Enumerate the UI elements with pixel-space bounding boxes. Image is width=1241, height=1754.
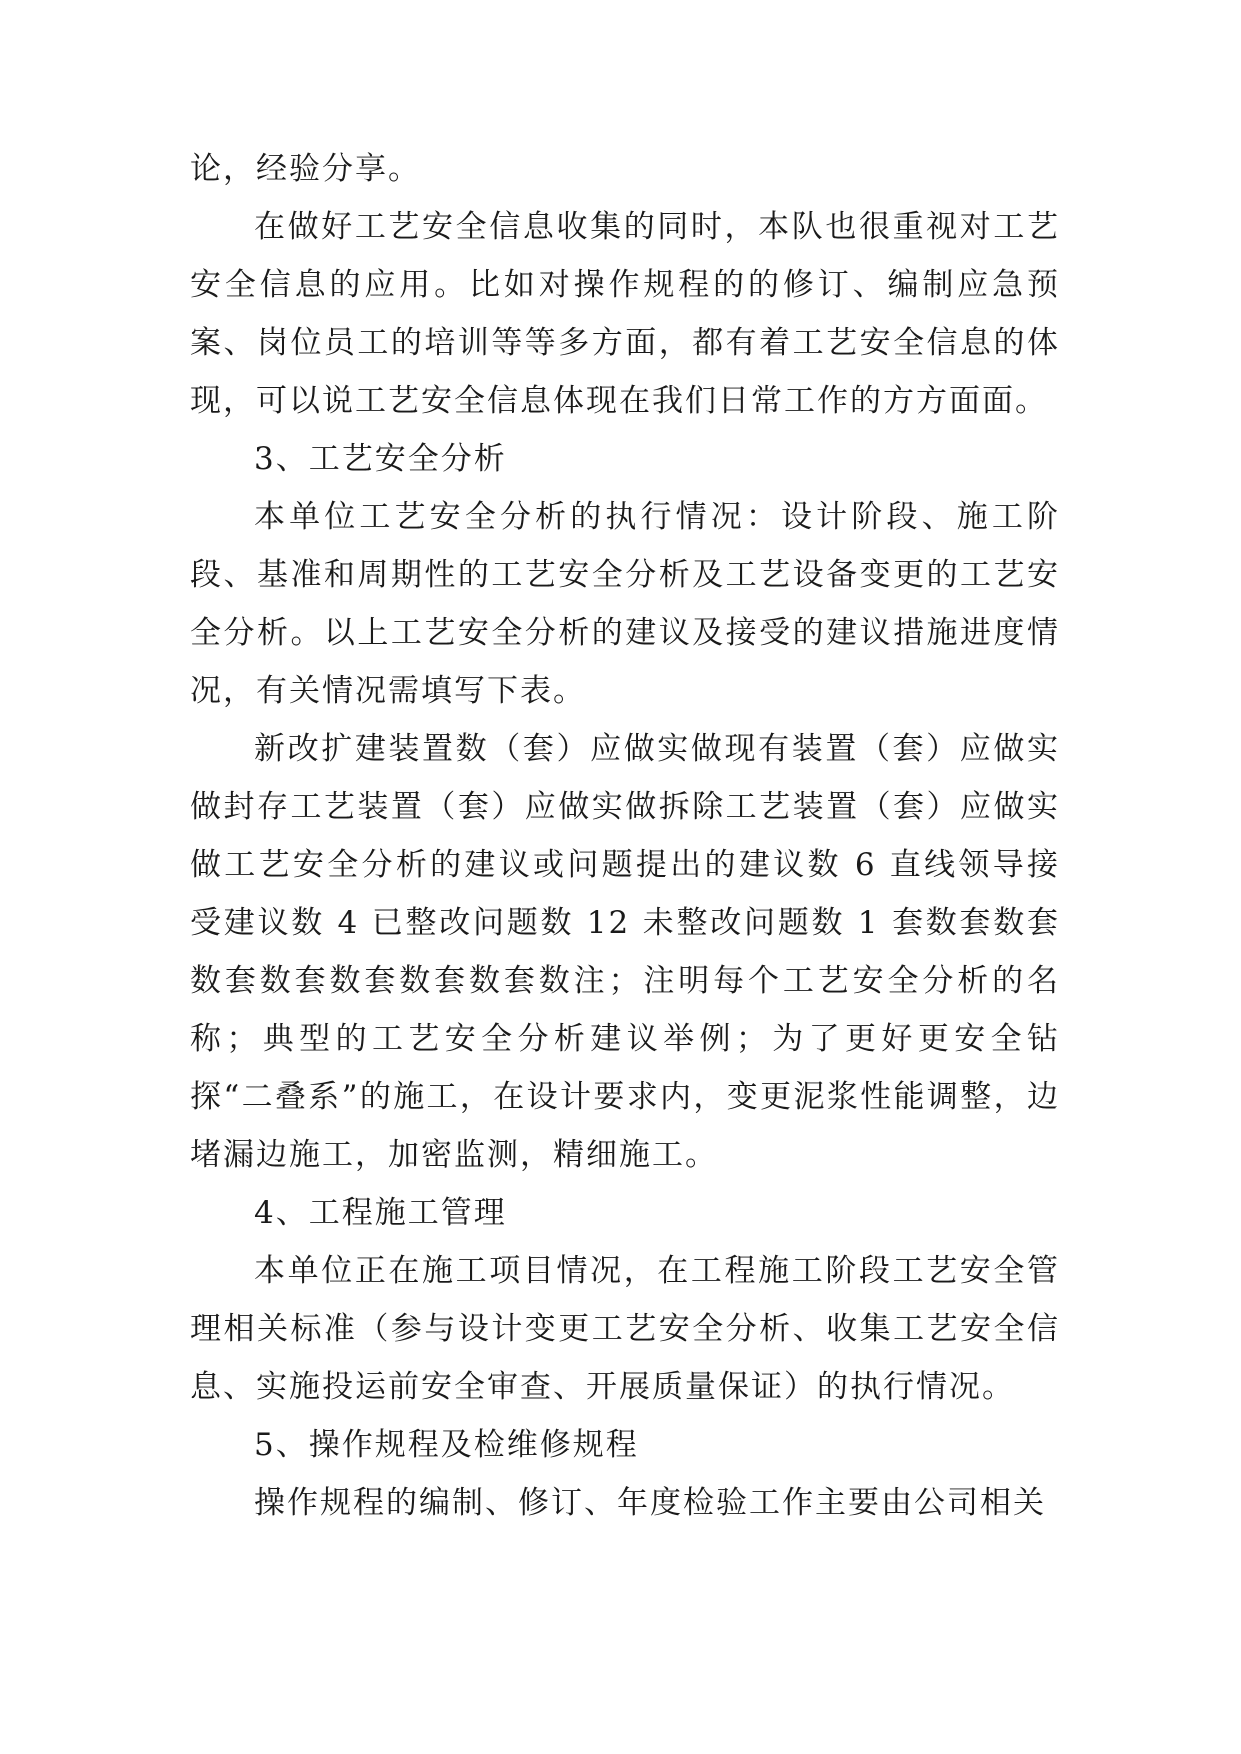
section-heading-process-safety-analysis: 3、工艺安全分析 xyxy=(254,441,507,477)
paragraph-info-application: 在做好工艺安全信息收集的同时，本队也很重视对工艺安全信息的应用。比如对操作规程的的修订、编制应急预案、岗位员工的培训等等多方面，都有着工艺安全信息的体现，可以说工艺安全信息体现在我们日常工作的方方面面。 xyxy=(190,209,1060,419)
paragraph-analysis-execution: 本单位工艺安全分析的执行情况：设计阶段、施工阶段、基准和周期性的工艺安全分析及工艺设备变更的工艺安全分析。以上工艺安全分析的建议及接受的建议措施进度情况，有关情况需填写下表。 xyxy=(190,499,1060,709)
paragraph-continuation: 论，经验分享。 xyxy=(190,151,421,187)
section-heading-construction-management: 4、工程施工管理 xyxy=(254,1195,507,1231)
document-page xyxy=(190,140,1060,1532)
paragraph-analysis-table-text: 新改扩建装置数（套）应做实做现有装置（套）应做实做封存工艺装置（套）应做实做拆除工艺装置（套）应做实做工艺安全分析的建议或问题提出的建议数 6 直线领导接受建议数 4 已整改问题数 12 未整改问题数 1 套数套数套数套数套数套数套数套数注；注明每个工艺安全分析的名称；典型的工艺安全分析建议举例；为了更好更安全钻探“二叠系”的施工，在设计要求内，变更泥浆性能调整，边堵漏边施工，加密监测，精细施工。 xyxy=(190,731,1060,1173)
section-heading-operating-procedures: 5、操作规程及检维修规程 xyxy=(254,1427,639,1463)
paragraph-construction-status: 本单位正在施工项目情况，在工程施工阶段工艺安全管理相关标准（参与设计变更工艺安全分析、收集工艺安全信息、实施投运前安全审查、开展质量保证）的执行情况。 xyxy=(190,1253,1060,1405)
paragraph-procedures-intro: 操作规程的编制、修订、年度检验工作主要由公司相关 xyxy=(254,1485,1046,1521)
